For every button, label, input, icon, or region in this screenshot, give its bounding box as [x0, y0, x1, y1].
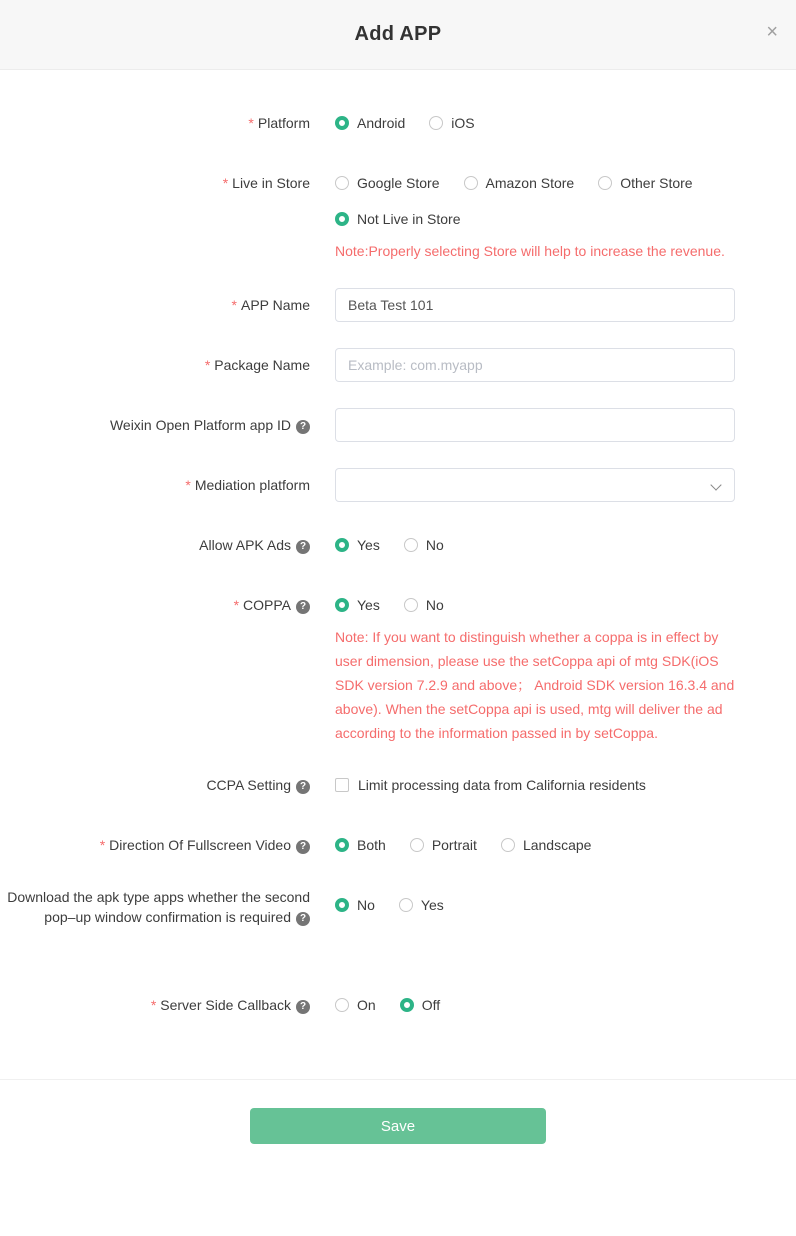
required-asterisk: *	[222, 175, 229, 191]
radio-download-yes[interactable]	[399, 895, 444, 915]
radio-dot-icon	[410, 838, 424, 852]
radio-dot-icon	[501, 838, 515, 852]
field-app-name	[0, 288, 796, 322]
field-live-in-store	[0, 173, 796, 263]
weixin-app-id-label	[0, 408, 310, 435]
ccpa-setting-label-text: CCPA Setting	[206, 777, 291, 793]
radio-label: Google Store	[357, 175, 440, 191]
field-package-name	[0, 348, 796, 382]
required-asterisk: *	[233, 597, 240, 613]
required-asterisk: *	[248, 115, 254, 131]
server-callback-options	[335, 995, 735, 1015]
server-callback-label-text: Server Side Callback	[160, 997, 291, 1013]
mediation-platform-label-text: Mediation platform	[194, 477, 310, 493]
server-callback-label	[0, 995, 310, 1015]
live-in-store-label-text: Live in Store	[232, 175, 310, 191]
radio-label: No	[357, 897, 375, 913]
help-icon[interactable]: ?	[296, 840, 310, 854]
coppa-label-text: COPPA	[243, 597, 291, 613]
mediation-platform-label	[0, 468, 310, 495]
radio-coppa-yes[interactable]	[335, 595, 380, 615]
radio-dot-icon	[335, 116, 349, 130]
coppa-note: Note: If you want to distinguish whether a coppa is in effect by user dimension, please use the setCoppa api of mtg SDK(iOS SDK version 7.2.9 and above； Android SDK version 16.3.4 and above). When the setCoppa api is used, mtg will deliver the ad according to the information passed in by setCoppa.	[335, 629, 735, 741]
store-note: Note:Properly selecting Store will help to increase the revenue.	[335, 243, 725, 259]
platform-options	[335, 113, 735, 133]
radio-label: Off	[421, 997, 441, 1013]
ccpa-checkbox[interactable]	[335, 775, 646, 795]
radio-dot-icon	[335, 598, 349, 612]
allow-apk-ads-label-text: Allow APK Ads	[199, 537, 291, 553]
radio-callback-on[interactable]	[335, 995, 376, 1015]
radio-dot-icon	[335, 898, 349, 912]
radio-google-store[interactable]	[335, 173, 440, 193]
coppa-label	[0, 595, 310, 615]
radio-download-no[interactable]	[335, 895, 375, 915]
radio-dot-icon	[464, 176, 478, 190]
field-weixin-app-id	[0, 408, 796, 442]
radio-not-live-in-store[interactable]	[335, 209, 461, 229]
package-name-input[interactable]	[335, 348, 735, 382]
field-ccpa-setting	[0, 775, 796, 795]
field-allow-apk-ads	[0, 535, 796, 555]
radio-ios[interactable]	[429, 113, 474, 133]
platform-label-text: Platform	[257, 115, 310, 131]
radio-label: No	[425, 597, 444, 613]
radio-direction-landscape[interactable]	[501, 835, 592, 855]
allow-apk-ads-label	[0, 535, 310, 555]
required-asterisk: *	[150, 997, 157, 1013]
weixin-app-id-control	[335, 408, 735, 442]
radio-dot-icon	[404, 538, 418, 552]
store-options-row1	[335, 173, 735, 193]
field-platform	[0, 113, 796, 133]
radio-label: On	[357, 997, 376, 1013]
radio-other-store[interactable]	[598, 173, 692, 193]
dialog-header	[0, 0, 796, 70]
package-name-control	[335, 348, 735, 382]
radio-label: Yes	[357, 537, 380, 553]
app-name-input[interactable]	[335, 288, 735, 322]
dialog-footer	[0, 1079, 796, 1174]
radio-dot-icon	[400, 998, 414, 1012]
field-coppa	[0, 595, 796, 745]
direction-options	[335, 835, 735, 855]
weixin-app-id-label-text: Weixin Open Platform app ID	[109, 417, 291, 433]
radio-android[interactable]	[335, 113, 405, 133]
app-name-control	[335, 288, 735, 322]
radio-amazon-store[interactable]	[464, 173, 575, 193]
add-app-form	[0, 70, 796, 1015]
help-icon[interactable]: ?	[296, 912, 310, 926]
help-icon[interactable]: ?	[296, 1000, 310, 1014]
radio-coppa-no[interactable]	[404, 595, 444, 615]
download-apk-label-text: Download the apk type apps whether the second pop–up window confirmation is required	[7, 889, 310, 925]
radio-label: Landscape	[522, 837, 592, 853]
radio-label: Other Store	[620, 175, 693, 191]
required-asterisk: *	[204, 357, 211, 373]
radio-label: Android	[357, 115, 406, 131]
direction-label	[0, 835, 310, 855]
direction-label-text: Direction Of Fullscreen Video	[109, 837, 291, 853]
close-icon[interactable]: ×	[766, 21, 778, 43]
live-in-store-options	[335, 173, 735, 263]
radio-label: Yes	[420, 897, 444, 913]
app-name-label	[0, 288, 310, 315]
radio-direction-both[interactable]	[335, 835, 386, 855]
mediation-platform-select[interactable]	[335, 468, 735, 502]
platform-label	[0, 113, 310, 133]
field-download-apk-confirm	[0, 887, 796, 927]
download-apk-label	[0, 887, 310, 927]
radio-dot-icon	[335, 176, 349, 190]
live-in-store-label	[0, 173, 310, 193]
radio-label: No	[425, 537, 444, 553]
package-name-label-text: Package Name	[214, 357, 310, 373]
save-button[interactable]: Save	[250, 1108, 546, 1144]
checkbox-label: Limit processing data from California residents	[358, 777, 646, 793]
weixin-app-id-input[interactable]	[335, 408, 735, 442]
radio-label: Yes	[357, 597, 380, 613]
download-apk-options	[335, 887, 735, 915]
field-server-side-callback	[0, 995, 796, 1015]
radio-dot-icon	[399, 898, 413, 912]
package-name-label	[0, 348, 310, 375]
help-icon[interactable]: ?	[296, 600, 310, 614]
radio-allow-apk-yes[interactable]	[335, 535, 380, 555]
coppa-control	[335, 595, 735, 745]
checkbox-box-icon	[335, 778, 349, 792]
radio-dot-icon	[335, 838, 349, 852]
radio-dot-icon	[404, 598, 418, 612]
help-icon[interactable]: ?	[296, 780, 310, 794]
dialog-title: Add APP	[354, 23, 442, 45]
help-icon[interactable]: ?	[296, 420, 310, 434]
radio-dot-icon	[335, 998, 349, 1012]
mediation-platform-control	[335, 468, 735, 502]
store-options-row2	[335, 209, 735, 229]
field-direction-fullscreen-video	[0, 835, 796, 855]
required-asterisk: *	[185, 477, 191, 493]
radio-dot-icon	[598, 176, 612, 190]
radio-label: Both	[357, 837, 386, 853]
required-asterisk: *	[231, 297, 237, 313]
radio-direction-portrait[interactable]	[410, 835, 477, 855]
field-mediation-platform	[0, 468, 796, 502]
help-icon[interactable]: ?	[296, 540, 310, 554]
chevron-down-icon	[710, 479, 721, 490]
required-asterisk: *	[99, 837, 106, 853]
radio-label: Amazon Store	[485, 175, 575, 191]
ccpa-setting-label	[0, 775, 310, 795]
radio-allow-apk-no[interactable]	[404, 535, 444, 555]
coppa-options	[335, 595, 735, 615]
radio-label: iOS	[451, 115, 475, 131]
radio-callback-off[interactable]	[400, 995, 440, 1015]
radio-dot-icon	[429, 116, 443, 130]
radio-dot-icon	[335, 212, 349, 226]
allow-apk-ads-options	[335, 535, 735, 555]
radio-dot-icon	[335, 538, 349, 552]
radio-label: Portrait	[431, 837, 477, 853]
app-name-label-text: APP Name	[241, 297, 310, 313]
ccpa-setting-control	[335, 775, 795, 795]
radio-label: Not Live in Store	[357, 211, 461, 227]
